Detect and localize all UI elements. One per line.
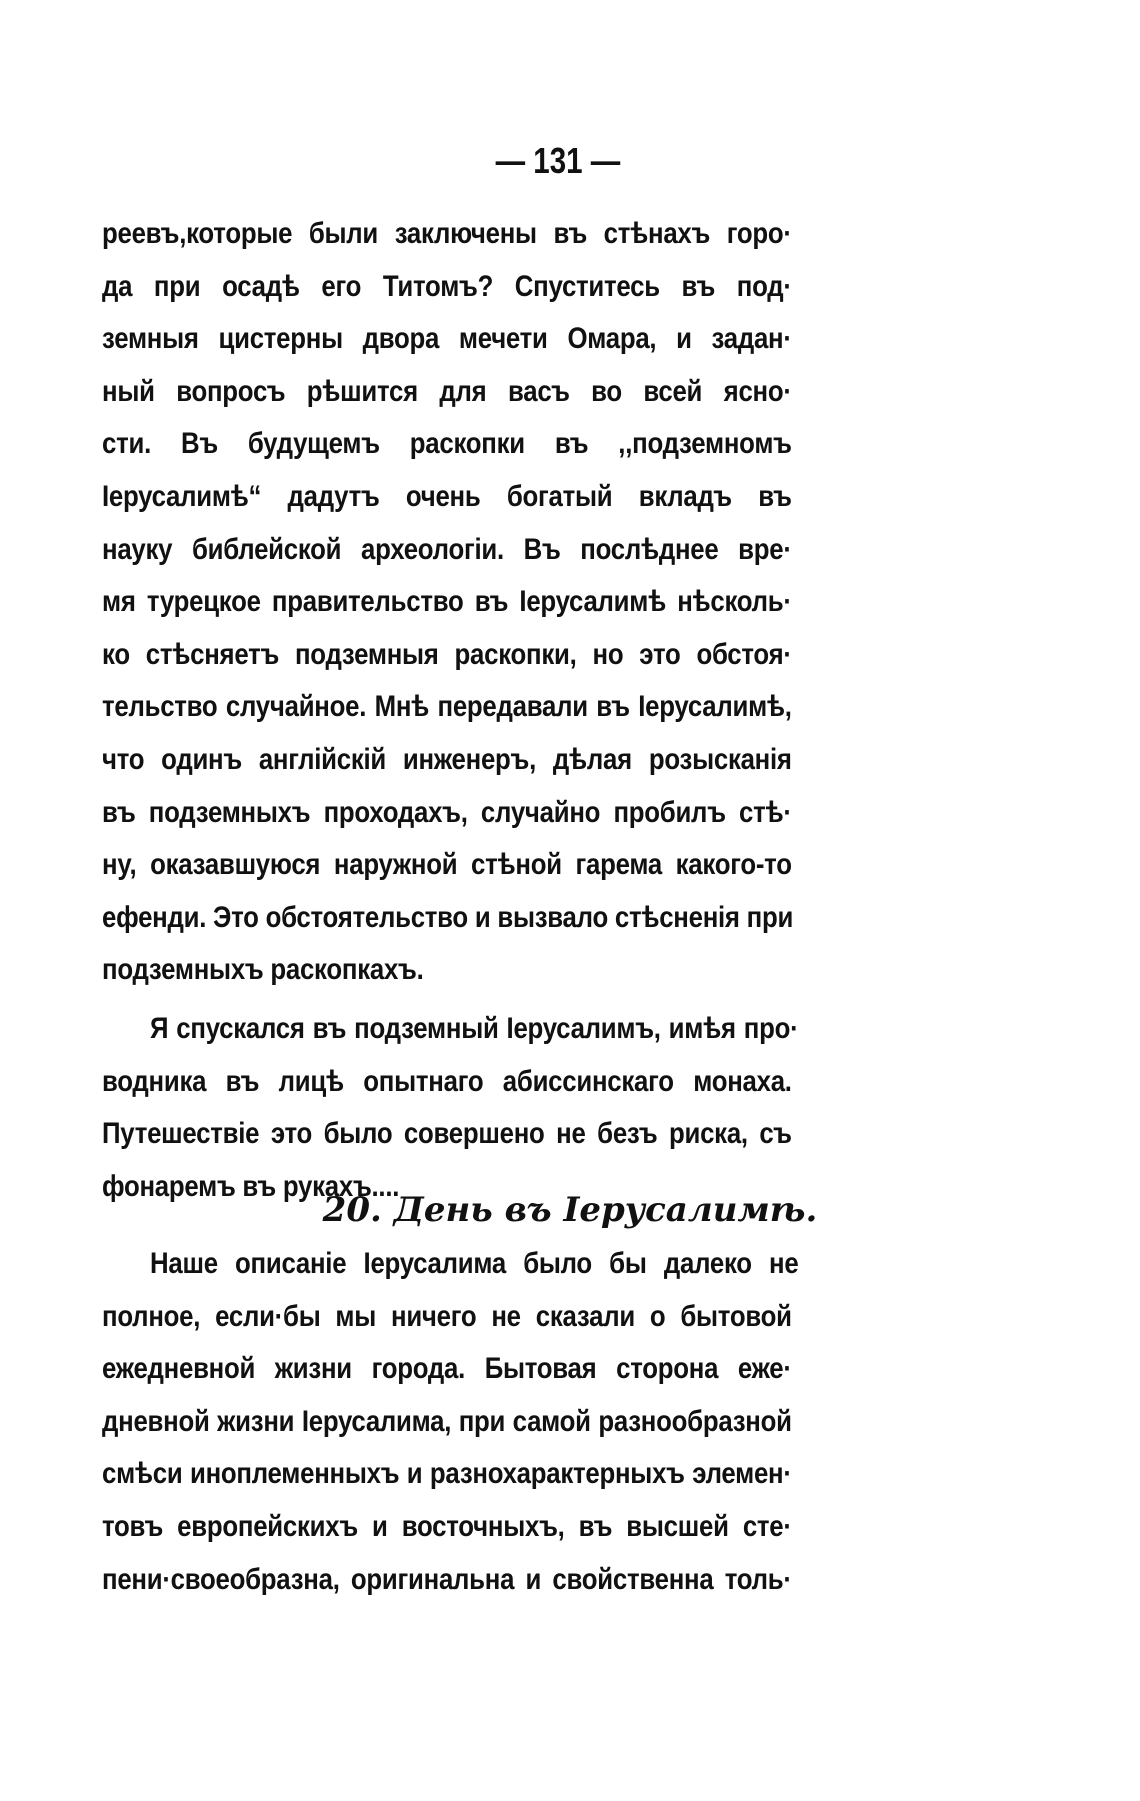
paragraph-day-in-jerusalem — [102, 1238, 904, 1606]
text-line: ный вопросъ рѣшится для васъ во всей ясно· — [102, 374, 792, 408]
text-line: ежедневной жизни города. Бытовая сторона еже· — [102, 1352, 792, 1386]
paragraph-ending — [102, 944, 904, 997]
text-line: фонаремъ въ рукахъ.... — [102, 1169, 400, 1203]
page-number: — 131 — — [495, 140, 621, 181]
text-line: реевъ,которые были заключены въ стѣнахъ горо· — [102, 217, 792, 250]
paragraph-descent — [102, 1003, 904, 1213]
text-line: товъ европейскихъ и восточныхъ, въ высшей сте· — [102, 1509, 792, 1543]
text-line: науку библейской археологіи. Въ послѣднее вре· — [102, 532, 792, 566]
text-line: Іерусалимѣ“ дадутъ очень богатый вкладъ въ — [102, 479, 792, 513]
text-line: дневной жизни Іерусалима, при самой разнообразной — [102, 1404, 792, 1438]
text-line: да при осадѣ его Титомъ? Спуститесь въ под· — [102, 269, 792, 303]
text-line: Наше описаніе Іерусалима было бы далеко не — [150, 1247, 799, 1280]
text-line: ефенди. Это обстоятельство и вызвало стѣсненія при — [102, 900, 794, 934]
text-line: сти. Въ будущемъ раскопки въ ,,подземномъ — [102, 427, 792, 461]
text-line: въ подземныхъ проходахъ, случайно пробилъ стѣ· — [102, 795, 792, 829]
paragraph-continued — [102, 208, 904, 944]
section-heading: 20. День въ Іерусалимѣ. — [322, 1190, 818, 1230]
text-line: ну, оказавшуюся наружной стѣной гарема какого-то — [102, 848, 792, 882]
text-line: что одинъ англійскій инженеръ, дѣлая розысканія — [102, 742, 792, 776]
text-line: ко стѣсняетъ подземныя раскопки, но это обстоя· — [102, 637, 792, 671]
text-line: Путешествіе это было совершено не безъ риска, съ — [102, 1117, 792, 1151]
text-line: водника въ лицѣ опытнаго абиссинскаго монаха. — [102, 1064, 792, 1098]
text-line: тельство случайное. Мнѣ передавали въ Іерусалимѣ, — [102, 690, 792, 724]
text-line: пени·своеобразна, оригинальна и свойственна толь· — [102, 1562, 792, 1596]
text-line: смѣси иноплеменныхъ и разнохарактерныхъ элемен· — [102, 1457, 792, 1491]
text-line: полное, если·бы мы ничего не сказали о бытовой — [102, 1299, 792, 1333]
text-line: Я спускался въ подземный Іерусалимъ, имѣя про· — [150, 1012, 799, 1045]
text-line: подземныхъ раскопкахъ. — [102, 953, 424, 986]
text-line: мя турецкое правительство въ Іерусалимѣ нѣсколь· — [102, 585, 792, 619]
text-line: земныя цистерны двора мечети Омара, и задан· — [102, 322, 792, 356]
